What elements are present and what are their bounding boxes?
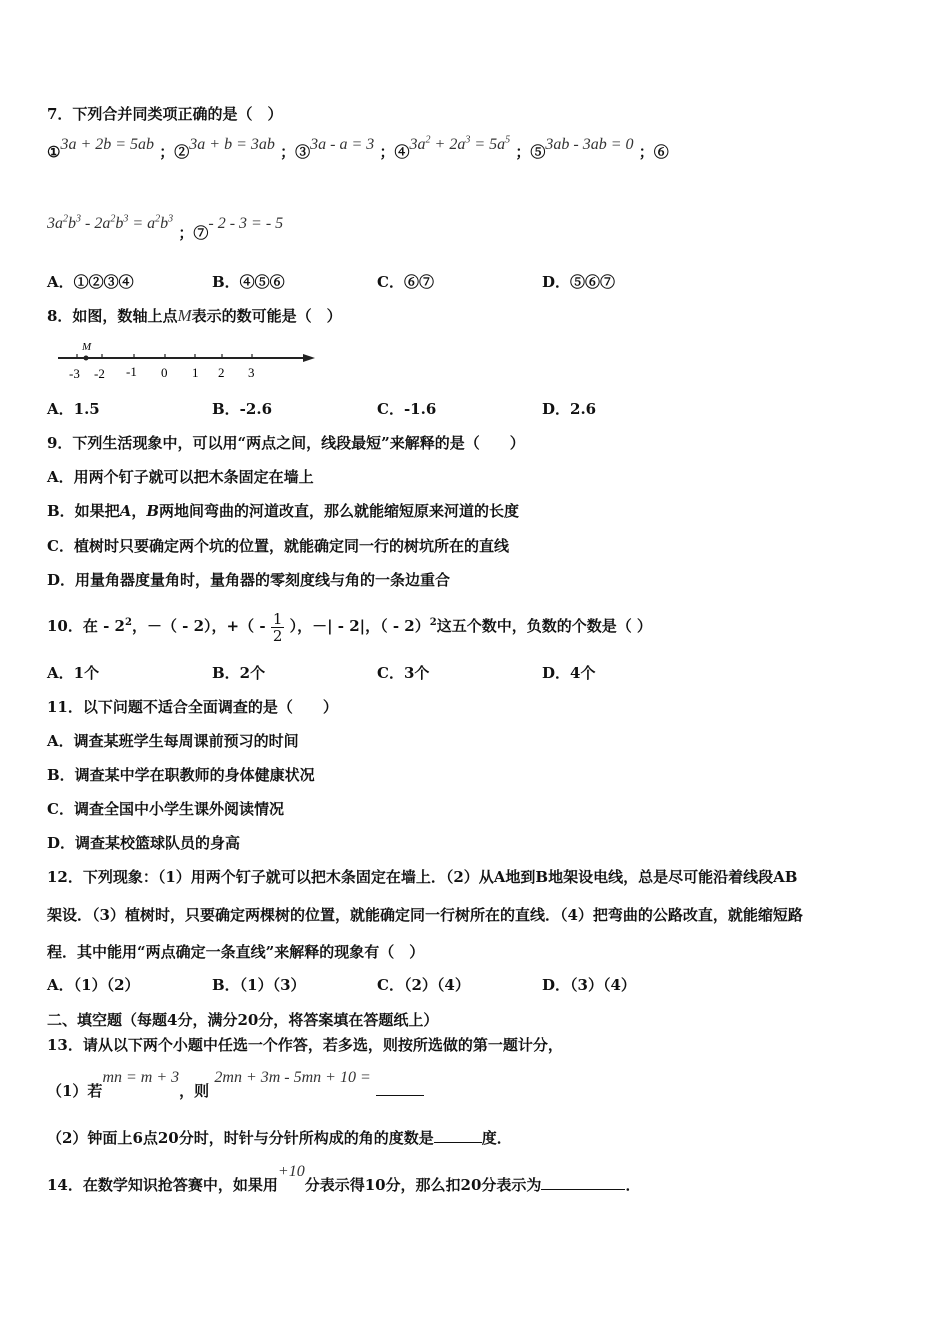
q12-stem-line1: 12．下列现象：（1）用两个钉子就可以把木条固定在墙上．（2）从A地到B地架设电线，总是尽可能沿着线段AB	[47, 868, 798, 886]
q11-option-b[interactable]: B．调查某中学在职教师的身体健康状况	[47, 766, 315, 784]
tick-label-neg2: -2	[94, 366, 105, 381]
point-m-label: M	[82, 341, 92, 353]
q9-option-d[interactable]: D．用量角器度量角时，量角器的零刻度线与角的一条边重合	[47, 571, 451, 589]
tick-label-1: 1	[192, 365, 199, 380]
q12-option-d[interactable]: D．（3）（4）	[542, 976, 636, 994]
q14-stem: 14．在数学知识抢答赛中，如果用+10分表示得10分，那么扣20分表示为 ．	[47, 1163, 641, 1194]
q7-item4-expr: $3a^2 + 2a^3 = 5a^5$	[409, 134, 511, 153]
q9-stem: 9．下列生活现象中，可以用“两点之间，线段最短”来解释的是（ ）	[47, 434, 525, 452]
q8-option-a[interactable]: A．1.5	[47, 400, 100, 418]
tick-label-3: 3	[248, 365, 255, 380]
q9-option-b[interactable]: B．如果把A，B两地间弯曲的河道改直，那么就能缩短原来河道的长度	[47, 502, 520, 520]
q9-option-c[interactable]: C．植树时只要确定两个坑的位置，就能确定同一行的树坑所在的直线	[47, 537, 509, 555]
tick-label-neg1: -1	[126, 364, 137, 379]
q13-stem: 13．请从以下两个小题中任选一个作答，若多选，则按所选做的第一题计分，	[47, 1036, 563, 1054]
q7-item7-mark: ；⑦	[178, 224, 209, 242]
q13-part1: （1）若mn = m + 3，则 2mn + 3m - 5mn + 10 =	[47, 1066, 424, 1102]
point-m-dot	[84, 356, 89, 361]
q10-option-d[interactable]: D．4个	[542, 664, 596, 682]
q7-item1-expr: 3a + 2b = 5ab	[60, 136, 155, 153]
q7-items-row2	[47, 212, 284, 242]
q14-answer-blank[interactable]	[541, 1175, 625, 1190]
q8-option-c[interactable]: C．-1.6	[377, 400, 437, 418]
tick-label-neg3: -3	[69, 366, 80, 381]
tick-label-0: 0	[161, 365, 168, 380]
q7-item5-expr: 3ab - 3ab = 0	[545, 136, 634, 153]
tick-label-2: 2	[218, 365, 225, 380]
q12-stem-line3: 程．其中能用“两点确定一条直线”来解释的现象有（ ）	[47, 943, 425, 961]
q13-answer-blank-2[interactable]	[434, 1128, 482, 1143]
q12-option-c[interactable]: C．（2）（4）	[377, 976, 470, 994]
q7-item2-expr: 3a + b = 3ab	[189, 136, 275, 153]
q12-stem-line2: 架设．（3）植树时，只要确定两棵树的位置，就能确定同一行树所在的直线．（4）把弯曲的公路改直，就能缩短路	[47, 906, 803, 924]
q11-option-d[interactable]: D．调查某校篮球队员的身高	[47, 834, 241, 852]
q10-fraction: $\frac{1}{2}$	[272, 609, 283, 645]
q13-answer-blank-1[interactable]	[376, 1081, 424, 1096]
q7-option-c[interactable]: C．⑥⑦	[377, 273, 434, 291]
q10-option-c[interactable]: C．3个	[377, 664, 430, 682]
q13-condition: mn = m + 3	[102, 1069, 180, 1086]
q7-item4-mark: ；④	[379, 143, 410, 161]
q7-stem: 7．下列合并同类项正确的是（ ）	[47, 105, 283, 123]
q11-option-c[interactable]: C．调查全国中小学生课外阅读情况	[47, 800, 284, 818]
q9-option-a[interactable]: A．用两个钉子就可以把木条固定在墙上	[47, 468, 314, 486]
q11-stem: 11．以下问题不适合全面调查的是（ ）	[47, 698, 338, 716]
q7-item5-mark: ；⑤	[515, 143, 546, 161]
q14-expression: +10	[277, 1163, 305, 1180]
number-line-figure	[55, 334, 320, 384]
q10-stem: 10．在 - $2^2$，－（ - 2），+（ - $\frac{1}{2}$ ），－| - 2|，（ - 2）$^2$这五个数中，负数的个数是（ ）	[47, 609, 652, 645]
q10-option-a[interactable]: A．1个	[47, 664, 100, 682]
q7-item7-expr: - 2 - 3 = - 5	[208, 215, 284, 232]
section-2-title: 二、填空题（每题4分，满分20分，将答案填在答题纸上）	[47, 1011, 439, 1029]
q7-option-b[interactable]: B．④⑤⑥	[212, 273, 285, 291]
q13-expression: 2mn + 3m - 5mn + 10 =	[214, 1069, 371, 1086]
q7-item6-mark: ；⑥	[638, 143, 669, 161]
q7-option-a[interactable]: A．①②③④	[47, 273, 134, 291]
q7-item6-expr: $3a^2b^3 - 2a^2b^3 = a^2b^3$	[47, 213, 174, 232]
q7-item2-mark: ；②	[159, 143, 190, 161]
q8-option-b[interactable]: B．-2.6	[212, 400, 273, 418]
q8-stem: 8．如图，数轴上点M表示的数可能是（ ）	[47, 306, 342, 325]
q11-option-a[interactable]: A．调查某班学生每周课前预习的时间	[47, 732, 299, 750]
q7-item1-mark: ①	[47, 143, 61, 161]
q10-option-b[interactable]: B．2个	[212, 664, 266, 682]
q7-item3-expr: 3a - a = 3	[310, 136, 375, 153]
q8-option-d[interactable]: D．2.6	[542, 400, 597, 418]
number-line-arrow	[303, 354, 315, 362]
q12-option-b[interactable]: B．（1）（3）	[212, 976, 306, 994]
q7-option-d[interactable]: D．⑤⑥⑦	[542, 273, 616, 291]
q12-option-a[interactable]: A．（1）（2）	[47, 976, 140, 994]
q7-item3-mark: ；③	[280, 143, 311, 161]
q7-items-row1	[47, 134, 669, 162]
q13-part2: （2）钟面上6点20分时，时针与分针所构成的角的度数是 度．	[47, 1129, 512, 1147]
